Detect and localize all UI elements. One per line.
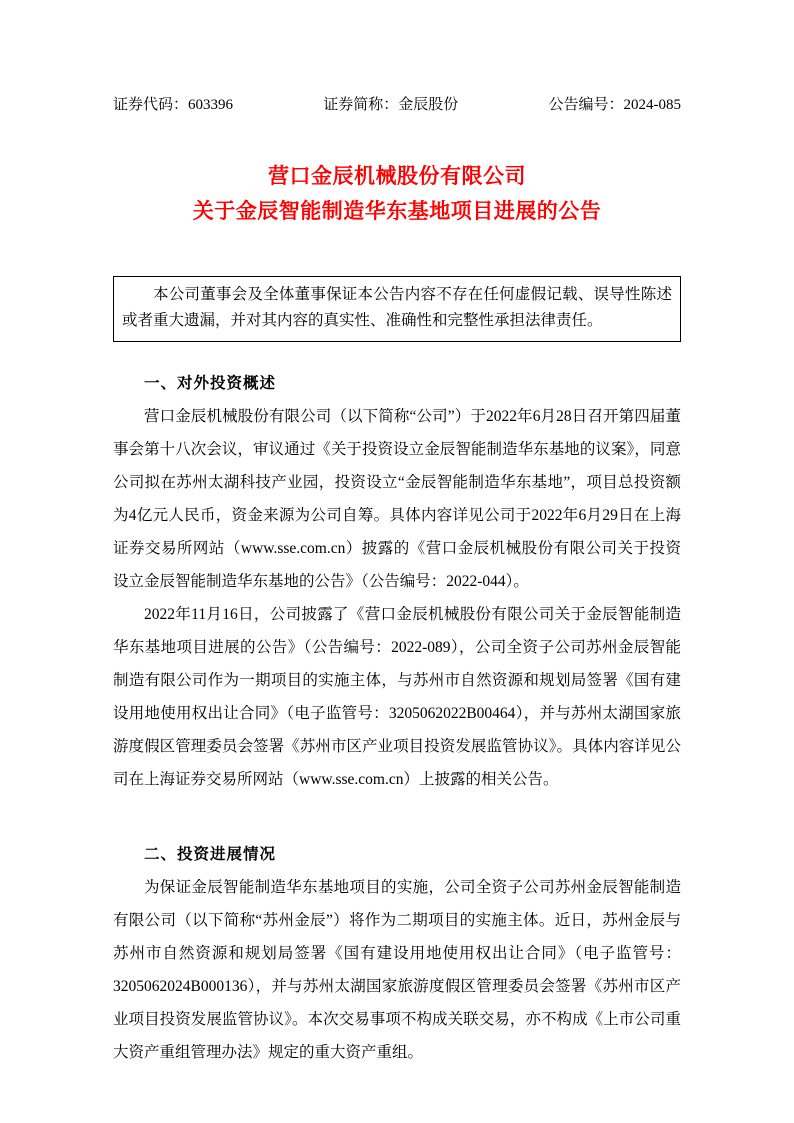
section-investment-overview — [113, 367, 681, 796]
section-investment-progress — [113, 838, 681, 1069]
announcement-number-label: 公告编号：2024-085 — [548, 97, 681, 113]
paragraph: 2022年11月16日，公司披露了《营口金辰机械股份有限公司关于金辰智能制造华东基地项目进展的公告》（公告编号：2022-089），公司全资子公司苏州金辰智能制造有限公司作为一期项目的实施主体，与苏州市自然资源和规划局签署《国有建设用地使用权出让合同》（电子监管号：3205062022B00464），并与苏州太湖国家旅游度假区管理委员会签署《苏州市区产业项目投资发展监管协议》。具体内容详见公司在上海证券交易所网站（www.sse.com.cn）上披露的相关公告。 — [113, 606, 681, 788]
company-name-title: 营口金辰机械股份有限公司 — [268, 165, 526, 188]
paragraph: 为保证金辰智能制造华东基地项目的实施，公司全资子公司苏州金辰智能制造有限公司（以下简称“苏州金辰”）将作为二期项目的实施主体。近日，苏州金辰与苏州市自然资源和规划局签署《国有建设用地使用权出让合同》（电子监管号：3205062024B000136），并与苏州太湖国家旅游度假区管理委员会签署《苏州市区产业项目投资发展监管协议》。本次交易事项不构成关联交易，亦不构成《上市公司重大资产重组管理办法》规定的重大资产重组。 — [113, 879, 681, 1061]
paragraph: 营口金辰机械股份有限公司（以下简称“公司”）于2022年6月28日召开第四届董事会第十八次会议，审议通过《关于投资设立金辰智能制造华东基地的议案》，同意公司拟在苏州太湖科技产业园，投资设立“金辰智能制造华东基地”，项目总投资额为4亿元人民币，资金来源为公司自筹。具体内容详见公司于2022年6月29日在上海证券交易所网站（www.sse.com.cn）披露的《营口金辰机械股份有限公司关于投资设立金辰智能制造华东基地的公告》（公告编号：2022-044）。 — [113, 408, 681, 590]
announcement-subject-title: 关于金辰智能制造华东基地项目进展的公告 — [192, 200, 602, 223]
document-title-block — [113, 159, 681, 229]
securities-meta-row — [113, 95, 681, 115]
stock-code-label: 证券代码：603396 — [113, 97, 234, 113]
section-heading: 一、对外投资概述 — [144, 375, 277, 392]
board-guarantee-notice-box: 本公司董事会及全体董事保证本公告内容不存在任何虚假记载、误导性陈述或者重大遗漏，并对其内容的真实性、准确性和完整性承担法律责任。 — [113, 276, 681, 342]
section-heading: 二、投资进展情况 — [144, 846, 277, 863]
stock-name-label: 证券简称：金辰股份 — [323, 97, 459, 113]
